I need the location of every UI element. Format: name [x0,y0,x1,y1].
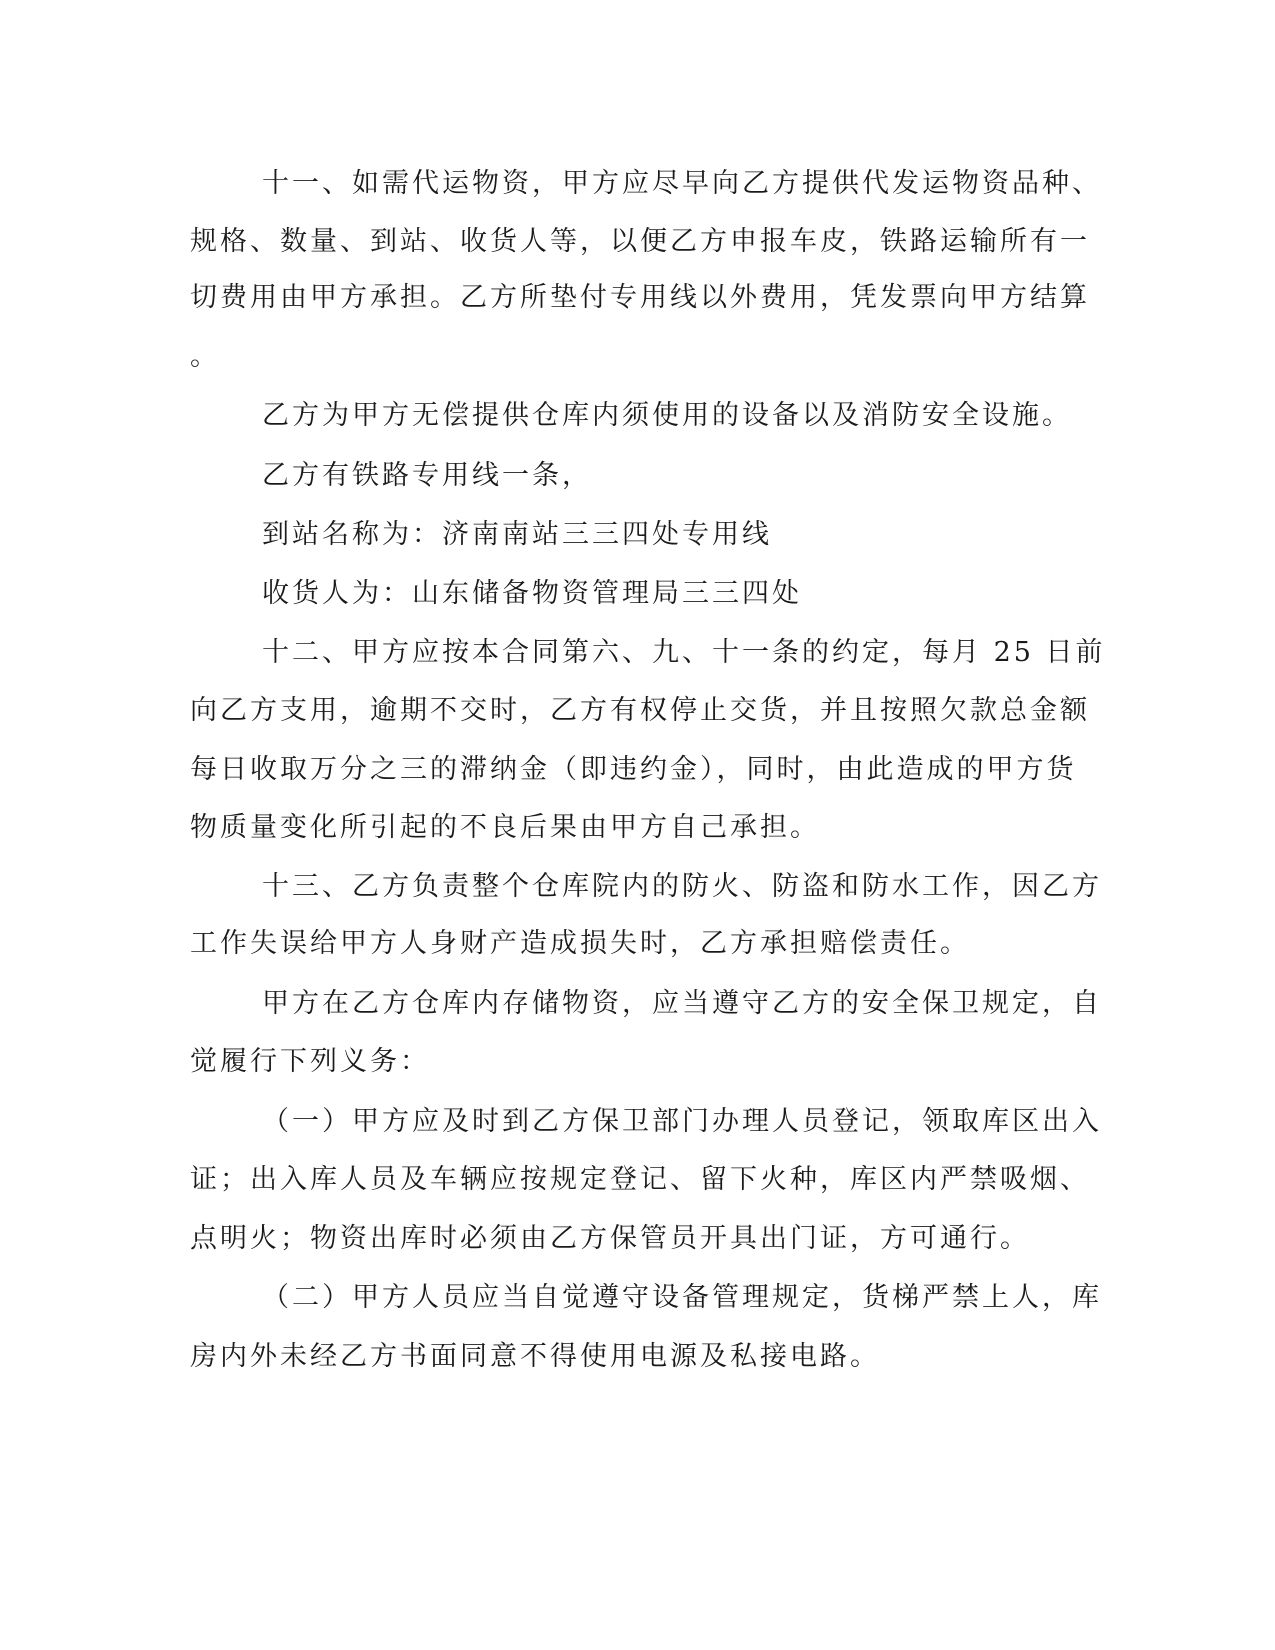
paragraph-line: （二）甲方人员应当自觉遵守设备管理规定，货梯严禁上人，库 [262,1282,1102,1313]
paragraph-line: （一）甲方应及时到乙方保卫部门办理人员登记，领取库区出入 [262,1106,1102,1137]
paragraph-line: 十三、乙方负责整个仓库院内的防火、防盗和防水工作，因乙方 [262,871,1102,902]
paragraph-line: 点明火；物资出库时必须由乙方保管员开具出门证，方可通行。 [190,1223,1030,1254]
paragraph-line: 物质量变化所引起的不良后果由甲方自己承担。 [190,812,820,843]
paragraph-line: 每日收取万分之三的滞纳金（即违约金），同时，由此造成的甲方货 [190,754,1077,785]
paragraph-line: 觉履行下列义务： [190,1046,430,1077]
paragraph-line: 乙方有铁路专用线一条， [262,460,592,491]
paragraph-line: 规格、数量、到站、收货人等，以便乙方申报车皮，铁路运输所有一 [190,226,1090,257]
paragraph-line: 收货人为：山东储备物资管理局三三四处 [262,578,802,609]
paragraph-line: 切费用由甲方承担。乙方所垫付专用线以外费用，凭发票向甲方结算 [190,282,1090,313]
paragraph-line: 到站名称为：济南南站三三四处专用线 [262,519,772,550]
paragraph-line: 乙方为甲方无偿提供仓库内须使用的设备以及消防安全设施。 [262,400,1072,431]
paragraph-line: 。 [190,341,220,372]
paragraph-line: 甲方在乙方仓库内存储物资，应当遵守乙方的安全保卫规定，自 [262,988,1102,1019]
paragraph-line: 十一、如需代运物资，甲方应尽早向乙方提供代发运物资品种、 [262,168,1102,199]
paragraph-line: 十二、甲方应按本合同第六、九、十一条的约定，每月 25 日前 [262,637,1106,668]
paragraph-line: 证；出入库人员及车辆应按规定登记、留下火种，库区内严禁吸烟、 [190,1164,1090,1195]
paragraph-line: 向乙方支用，逾期不交时，乙方有权停止交货，并且按照欠款总金额 [190,695,1090,726]
paragraph-line: 房内外未经乙方书面同意不得使用电源及私接电路。 [190,1341,880,1372]
paragraph-line: 工作失误给甲方人身财产造成损失时，乙方承担赔偿责任。 [190,928,970,959]
